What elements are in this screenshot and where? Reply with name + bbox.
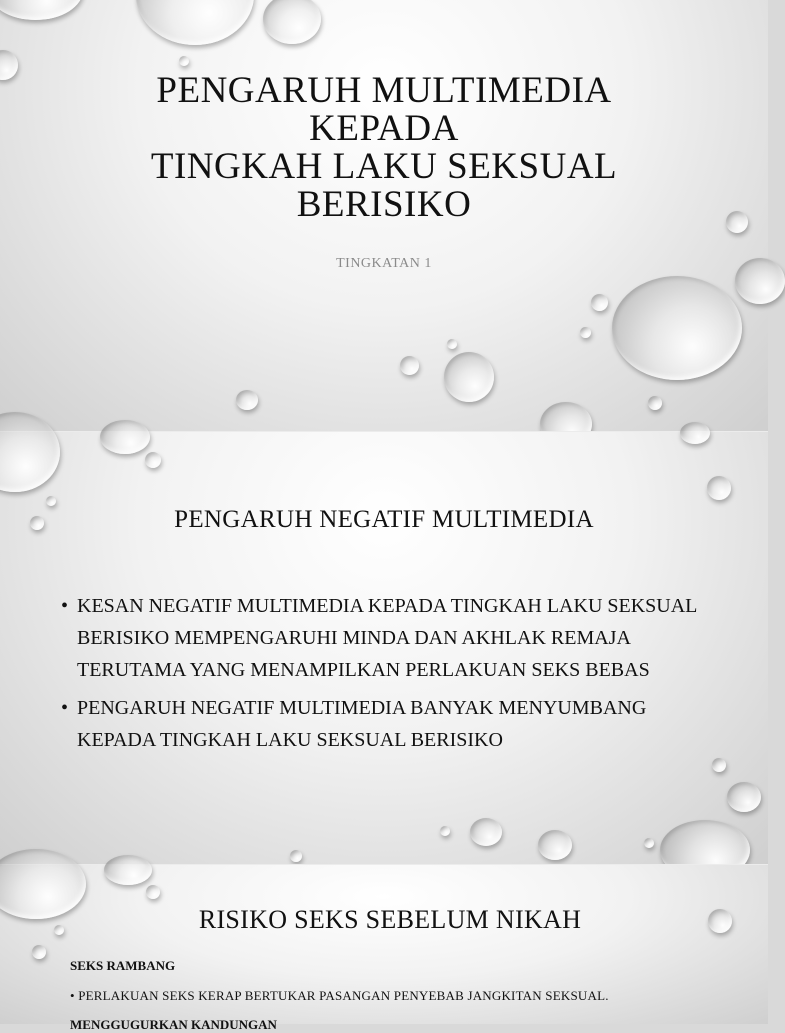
water-drop [444,352,494,402]
slide-title [84,72,684,224]
water-drop [727,782,761,812]
water-drop [680,422,710,444]
water-drop [104,855,152,885]
water-drop [146,885,160,899]
water-drop [100,420,150,454]
water-drop [612,276,742,380]
content-slide [0,865,768,1032]
bullet-item: • PENGARUH NEGATIF MULTIMEDIA BANYAK MENYUMBANG KEPADA TINGKAH LAKU SEKSUAL BERISIKO [60,692,720,756]
title-slide [0,0,768,432]
bullet-item: • PERLAKUAN SEKS KERAP BERTUKAR PASANGAN PENYEBAB JANGKITAN SEKSUAL. [70,988,609,1003]
slide-subtitle: TINGKATAN 1 [336,256,432,271]
water-drop [263,0,321,44]
title-line: KEPADA [309,108,459,149]
water-drop [580,327,591,338]
content-slide [0,432,768,865]
water-drop [236,390,258,410]
water-drop [0,50,18,80]
bullet-item: • KESAN NEGATIF MULTIMEDIA KEPADA TINGKAH LAKU SEKSUAL BERISIKO MEMPENGARUHI MINDA DAN AKHLAK REMAJA TERUTAMA YANG MENAMPILKAN PERLAKUAN SEKS BEBAS [60,590,720,686]
title-line: PENGARUH MULTIMEDIA [156,70,612,111]
water-drop [46,496,56,506]
slide-title: PENGARUH NEGATIF MULTIMEDIA [174,506,594,533]
water-drop [136,0,254,45]
water-drop [179,56,189,66]
water-drop [447,339,457,349]
title-line: TINGKAH LAKU SEKSUAL [150,146,618,187]
water-drop [32,945,46,959]
water-drop [145,452,161,468]
bullet-list [60,590,720,762]
water-drop [648,396,662,410]
water-drop [726,211,748,233]
water-drop [470,818,502,846]
water-drop [290,850,302,862]
slide-title: RISIKO SEKS SEBELUM NIKAH [198,905,582,934]
water-drop [0,0,83,20]
water-drop [538,830,572,860]
water-drop [707,476,731,500]
water-drop [644,838,654,848]
water-drop [591,294,608,311]
title-line: BERISIKO [296,184,472,225]
water-drop [400,356,419,375]
section-heading: SEKS RAMBANG [70,958,176,973]
water-drop [440,826,450,836]
section-heading: MENGGUGURKAN KANDUNGAN [70,1017,277,1032]
